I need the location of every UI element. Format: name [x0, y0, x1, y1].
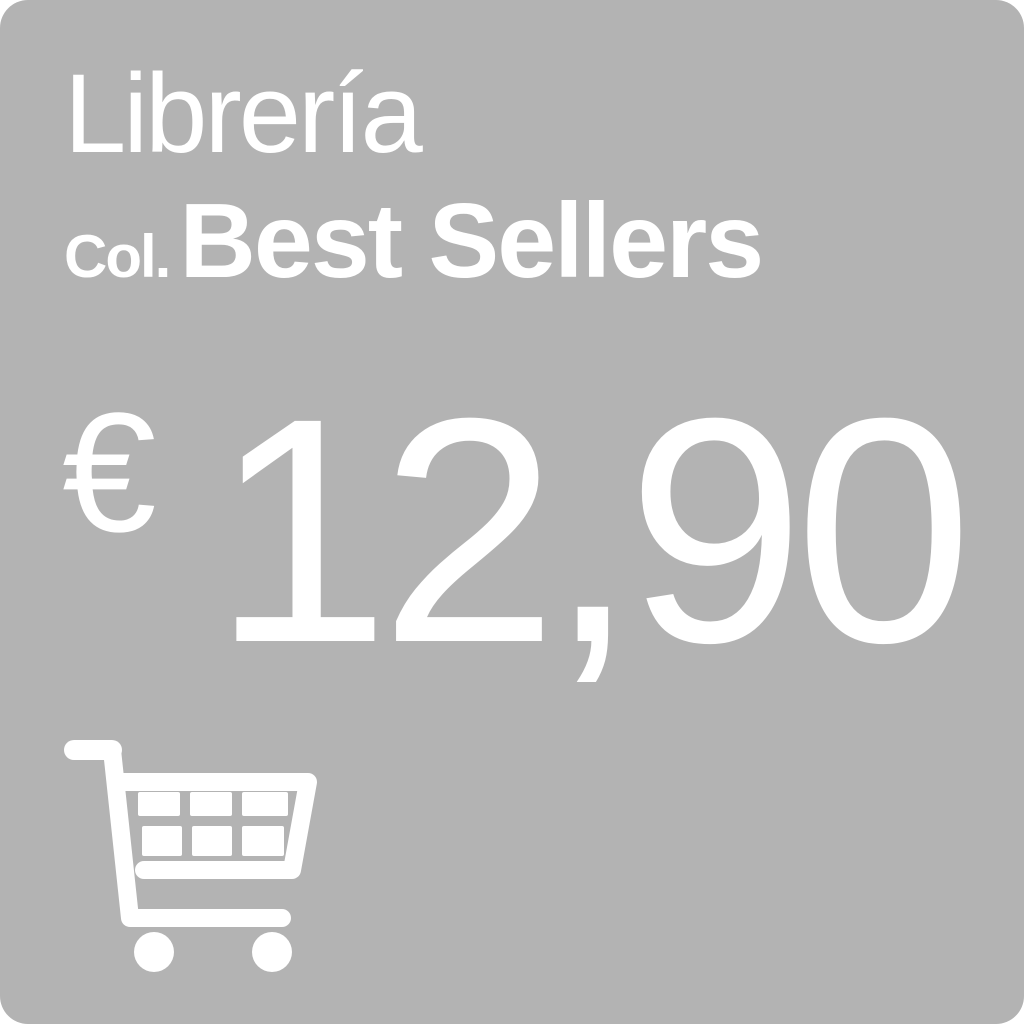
- price-amount: 12,90: [212, 351, 963, 709]
- shopping-cart-icon[interactable]: [60, 730, 330, 980]
- collection-title: [64, 182, 763, 300]
- store-name: Librería: [64, 51, 420, 176]
- collection-name: Best Sellers: [179, 182, 763, 300]
- currency-symbol: €: [62, 378, 157, 568]
- collection-prefix: Col.: [64, 223, 170, 290]
